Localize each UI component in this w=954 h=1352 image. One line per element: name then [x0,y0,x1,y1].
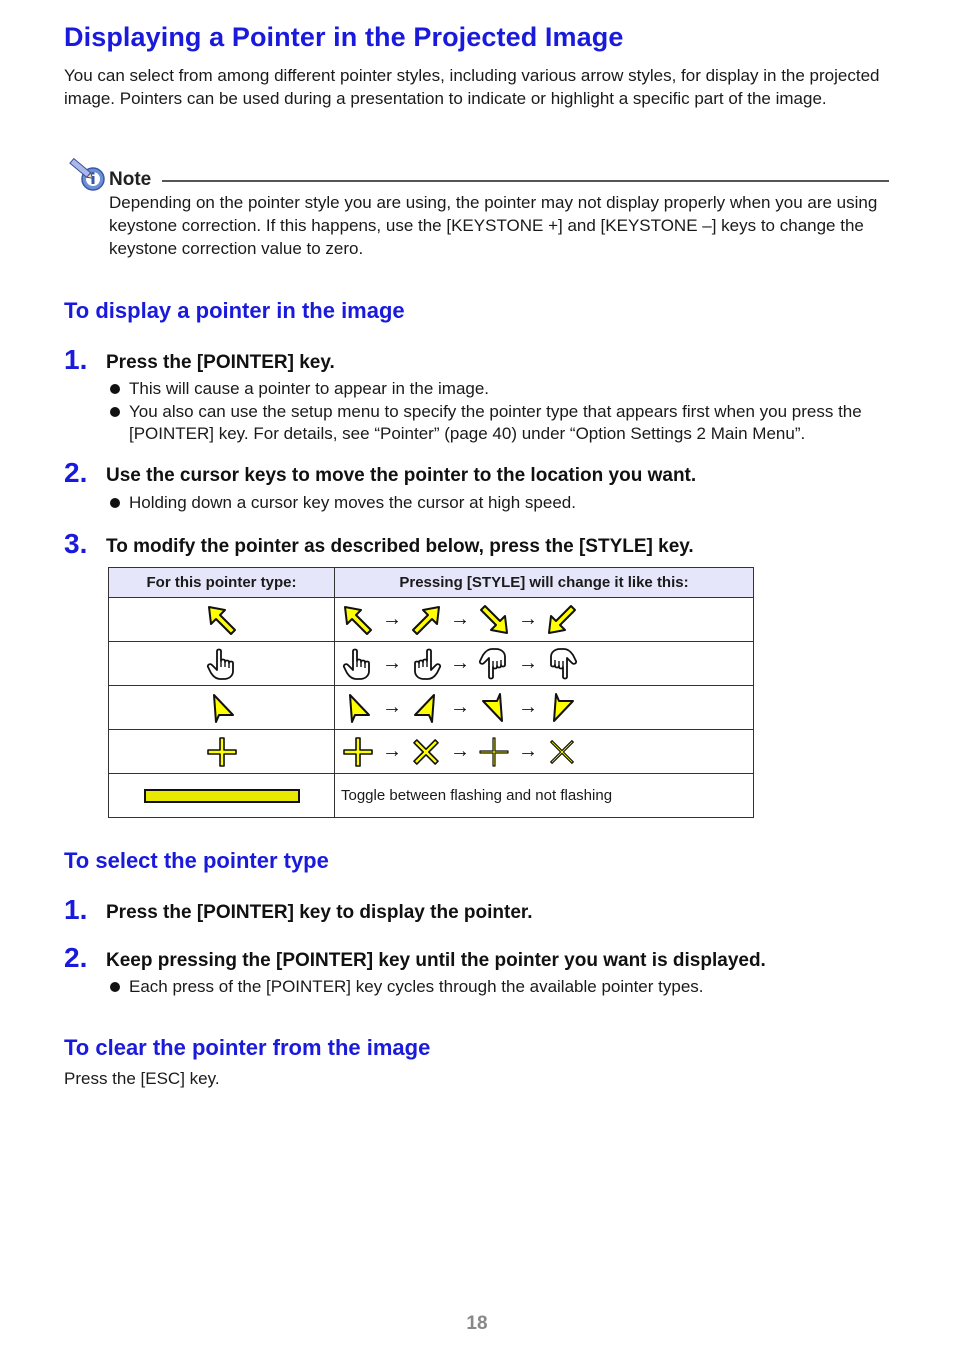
cross-pointer-icon [205,735,239,769]
triangle-right-icon [341,691,375,725]
section-heading-clear-pointer: To clear the pointer from the image [64,1035,431,1060]
arrow-right-icon: → [382,608,402,630]
bullet-dot-icon [110,384,120,394]
arrow-down-right-icon [477,603,511,637]
cross-icon [341,735,375,769]
step-text: Press the [POINTER] key. [106,352,335,373]
arrow-pointer-icon [205,603,239,637]
section-heading-select-pointer: To select the pointer type [64,848,329,873]
bullet-dot-icon [110,498,120,508]
table-row [109,642,754,686]
pointer-style-table [108,567,754,818]
step-number: 1. [64,344,88,375]
arrow-right-icon: → [518,696,538,718]
bullet-dot-icon [110,982,120,992]
arrow-down-left-icon [545,603,579,637]
bullet-dot-icon [110,407,120,417]
table-header-row [109,568,754,598]
arrow-right-icon: → [382,652,402,674]
arrow-right-icon: → [450,608,470,630]
note-divider [162,180,889,182]
hand-down-icon [477,647,511,681]
step-text: Use the cursor keys to move the pointer to the location you want. [106,465,697,486]
arrow-right-icon: → [518,652,538,674]
step-number: 2. [64,942,88,973]
thin-cross-icon [477,735,511,769]
hand-down-back-icon [545,647,579,681]
arrow-up-right-icon [409,603,443,637]
step-text: Press the [POINTER] key to display the pointer. [106,902,533,923]
arrow-up-left-icon [341,603,375,637]
table-row [109,598,754,642]
hand-up-back-icon [409,647,443,681]
step-number: 2. [64,457,88,488]
section-heading-display-pointer: To display a pointer in the image [64,298,405,323]
triangle-left-icon [409,691,443,725]
note-text: Depending on the pointer style you are using, the pointer may not display properly when you are using keystone correction. If this happens, use the [KEYSTONE +] and [KEYSTONE –] keys to change the keystone correction value to zero. [109,193,878,258]
table-header: For this pointer type: [109,568,335,598]
toggle-description: Toggle between flashing and not flashing [335,774,754,818]
step-text: To modify the pointer as described below, press the [STYLE] key. [106,536,694,557]
arrow-right-icon: → [382,740,402,762]
table-header: Pressing [STYLE] will change it like this: [335,568,754,598]
arrow-right-icon: → [450,740,470,762]
hand-pointer-icon [205,647,239,681]
note-label: Note [109,169,152,190]
bar-pointer-icon [144,789,300,803]
x-cross-icon [409,735,443,769]
table-row [109,686,754,730]
step-number: 1. [64,894,88,925]
intro-paragraph: You can select from among different pointer styles, including various arrow styles, for display in the projected image. Pointers can be used during a presentation to indicate or highlight a specific part of the image. [64,66,880,108]
step-text: Keep pressing the [POINTER] key until the pointer you want is displayed. [106,950,766,971]
triangle-left-down-icon [477,691,511,725]
arrow-right-icon: → [450,652,470,674]
page-title: Displaying a Pointer in the Projected Image [64,22,624,52]
arrow-right-icon: → [382,696,402,718]
triangle-right-down-icon [545,691,579,725]
page-number: 18 [466,1313,488,1334]
arrow-right-icon: → [518,740,538,762]
arrow-right-icon: → [450,696,470,718]
step-number: 3. [64,528,88,559]
hand-up-icon [341,647,375,681]
thin-x-cross-icon [545,735,579,769]
pencil-note-icon [66,152,106,197]
table-row [109,730,754,774]
triangle-pointer-icon [205,691,239,725]
table-row [109,774,754,818]
arrow-right-icon: → [518,608,538,630]
clear-instruction: Press the [ESC] key. [64,1069,220,1088]
